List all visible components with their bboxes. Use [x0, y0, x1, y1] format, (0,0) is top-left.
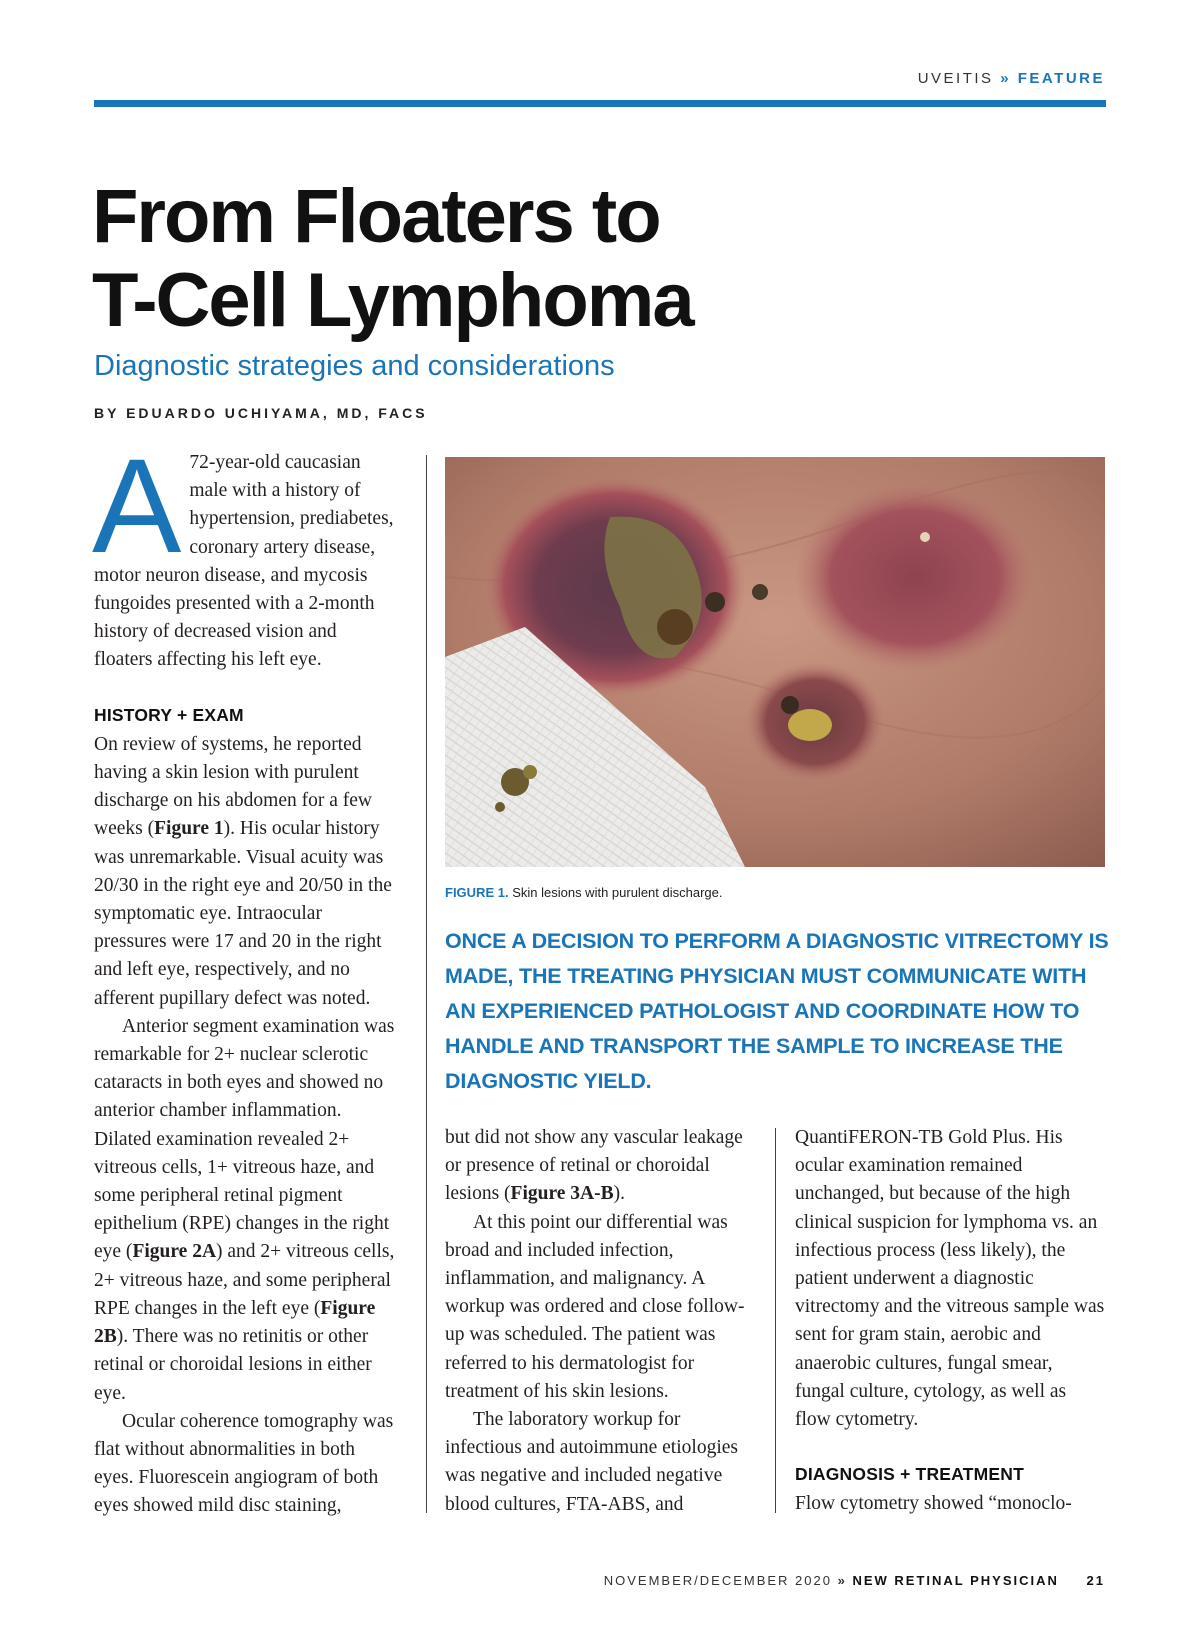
magazine-name: NEW RETINAL PHYSICIAN [852, 1573, 1059, 1588]
intro-paragraph [92, 432, 399, 675]
vitrectomy-paragraph: QuantiFERON-TB Gold Plus. His ocular examination remained unchanged, but because of the high clinical suspicion for lymphoma vs. an infectious process (less likely), the patient underwent a diagnostic vitrectomy and the vitreous sample was sent for gram stain, aerobic and anaerobic cultures, fungal smear, fungal culture, cytology, as well as flow cytometry. [795, 1127, 1105, 1431]
column-3 [795, 1124, 1105, 1519]
feature-label: FEATURE [1017, 70, 1105, 87]
anterior-text-b: ) and 2+ vitreous cells, 2+ vitreous haze, and some peripheral RPE changes in the left eye ( [94, 1241, 395, 1319]
intro-text: 72-year-old caucasian male with a history of hypertension, prediabetes, coronary artery disease, motor neuron disease, and mycosis fungoides presented with a 2-month history of decreased vision and floaters affecting his left eye. [94, 452, 394, 671]
figure-1-label: FIGURE 1. [445, 885, 509, 900]
section-name: UVEITIS [917, 70, 994, 87]
figure-1-photo [445, 457, 1105, 867]
history-paragraph [94, 731, 399, 1013]
title-line-2: T-Cell Lymphoma [92, 258, 693, 343]
history-heading: HISTORY + EXAM [94, 704, 244, 725]
top-rule [94, 100, 1106, 107]
figure-1-caption [445, 885, 722, 900]
fa-text-b: ). [613, 1183, 626, 1205]
anterior-text-c: ). There was no retinitis or other retinal or choroidal lesions in either eye. [94, 1326, 372, 1404]
figure-3-reference: Figure 3A-B [510, 1183, 614, 1205]
page-footer [604, 1573, 1105, 1588]
column-divider-2 [775, 1128, 776, 1513]
history-text-b: ). His ocular history was unremarkable. Visual acuity was 20/30 in the right eye and 20/50 in the symptomatic eye. Intraocular pressures were 17 and 20 in the right and left eye, respectively, and no afferent pupillary defect was noted. [94, 818, 392, 1009]
section-separator: » [1000, 70, 1012, 87]
column-divider-1 [426, 455, 427, 1513]
issue-date: NOVEMBER/DECEMBER 2020 [603, 1573, 832, 1588]
page-number: 21 [1086, 1573, 1105, 1588]
figure-1-reference: Figure 1 [154, 818, 224, 840]
anterior-text-a: Anterior segment examination was remarkable for 2+ nuclear sclerotic cataracts in both eyes and showed no anterior chamber inflammation. Dilated examination revealed 2+ vitreous cells, 1+ vitreous haze, and some peripheral retinal pigment epithelium (RPE) changes in the right eye ( [94, 1015, 395, 1263]
pull-quote: ONCE A DECISION TO PERFORM A DIAGNOSTIC VITRECTOMY IS MADE, THE TREATING PHYSICIAN MUST COMMUNICATE WITH AN EXPERIENCED PATHOLOGIST AND COORDINATE HOW TO HANDLE AND TRANSPORT THE SAMPLE TO INCREASE THE DIAGNOSTIC YIELD. [445, 929, 1109, 1093]
fa-text-a: but did not show any vascular leakage or presence of retinal or choroidal lesions ( [445, 1127, 743, 1205]
drop-cap: A [92, 432, 182, 581]
figure-2b-reference: Figure 2B [94, 1297, 376, 1348]
section-tag [918, 70, 1105, 87]
title-line-1: From Floaters to [92, 174, 660, 259]
article-subtitle: Diagnostic strategies and considerations [94, 350, 615, 382]
laboratory-paragraph: The laboratory workup for infectious and autoimmune etiologies was negative and included negative blood cultures, FTA-ABS, and [445, 1409, 738, 1515]
footer-separator: » [837, 1573, 847, 1588]
figure-1-caption-text: Skin lesions with purulent discharge. [512, 885, 723, 900]
anterior-paragraph [94, 1013, 399, 1408]
oct-paragraph: Ocular coherence tomography was flat without abnormalities in both eyes. Fluorescein angiogram of both eyes showed mild disc staining, [94, 1410, 394, 1517]
differential-paragraph: At this point our differential was broad and included infection, inflammation, and malignancy. A workup was ordered and close follow-up was scheduled. The patient was referred to his dermatologist for treatment of his skin lesions. [445, 1211, 745, 1402]
figure-2a-reference: Figure 2A [132, 1241, 217, 1263]
fa-paragraph [445, 1124, 755, 1209]
history-text-a: On review of systems, he reported having a skin lesion with purulent discharge on his abdomen for a few weeks ( [94, 733, 372, 840]
byline: BY EDUARDO UCHIYAMA, MD, FACS [94, 405, 428, 421]
article-title [92, 175, 992, 343]
diagnosis-heading: DIAGNOSIS + TREATMENT [795, 1464, 1024, 1485]
column-2 [445, 1124, 755, 1519]
flow-cytometry-paragraph: Flow cytometry showed “monoclo- [795, 1493, 1072, 1515]
column-1 [92, 432, 399, 1521]
